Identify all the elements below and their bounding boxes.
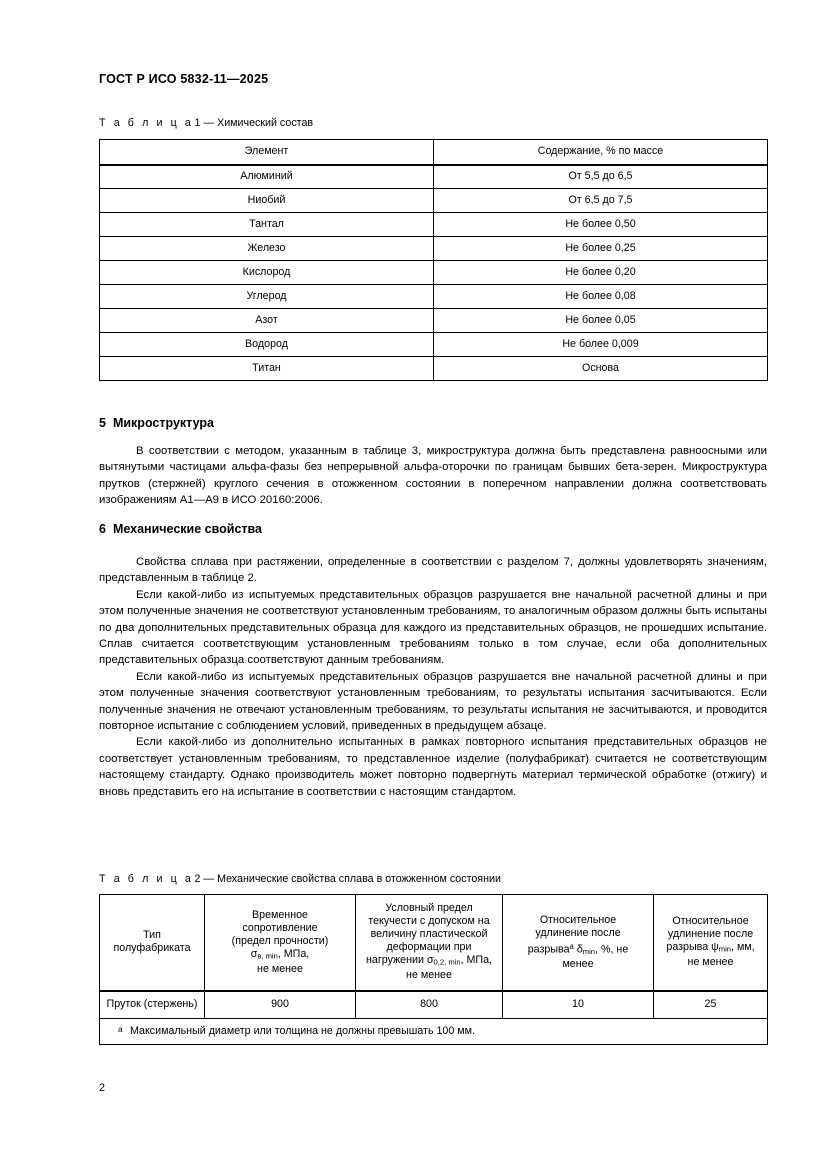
page-number: 2	[99, 1082, 105, 1094]
header-line: менее	[562, 957, 594, 970]
header-line: не менее	[406, 969, 452, 982]
table-row	[100, 213, 768, 237]
table1-cell-element: Водород	[100, 333, 434, 357]
header-units: , МПа,	[277, 947, 310, 960]
table2-header-semifinished-type: Тип полуфабриката	[100, 895, 205, 991]
table2-caption-word: Т а б л и ц а	[99, 873, 194, 885]
table1-cell-content: Основа	[434, 357, 768, 381]
section-6-heading	[99, 521, 262, 537]
section-6-title: Механические свойства	[112, 522, 262, 536]
header-line: не менее	[257, 962, 303, 975]
header-line: удлинение после	[667, 928, 754, 941]
paragraph: Свойства сплава при растяжении, определенные в соответствии с разделом 7, должны удовлетворять значениям, представленным в таблице 2.	[99, 556, 767, 585]
sigma-symbol: σ	[426, 954, 434, 967]
section-5-body	[99, 443, 767, 509]
delta-symbol: δ	[573, 943, 583, 956]
header-line: разрыва ψ	[666, 941, 719, 954]
table2-caption-rest: — Механические свойства сплава в отожженном состоянии	[203, 873, 501, 885]
table1-header-element: Элемент	[100, 140, 434, 165]
paragraph: Если какой-либо из испытуемых представительных образцов разрушается вне начальной расчетной длины и при этом полученные значения соответствуют установленным требованиям, то результаты испытания засчитываются. Если полученные значения не отвечают установленным требованиям, то результаты испытания не засчитываются, и проводится повторное испытание с соблюдением условий, приведенных в предыдущем абзаце.	[99, 670, 767, 733]
header-units: , %, не	[595, 943, 629, 956]
header-line: разрыва	[527, 943, 570, 956]
sigma-symbol: σ	[250, 947, 258, 960]
table2-footnote-row	[100, 1019, 768, 1045]
table2-header-tensile-strength	[205, 895, 356, 991]
table1-cell-content: Не более 0,08	[434, 285, 768, 309]
table-chemical-composition	[99, 139, 768, 381]
table1-cell-content: Не более 0,20	[434, 261, 768, 285]
table1-cell-element: Алюминий	[100, 165, 434, 189]
header-line: Относительное	[539, 913, 617, 926]
table2-cell-type: Пруток (стержень)	[100, 991, 205, 1019]
header-line: величину пластической	[370, 928, 488, 941]
table1-cell-element: Кислород	[100, 261, 434, 285]
header-line: деформации при	[386, 941, 472, 954]
sigma-subscript: 0,2, min	[433, 958, 461, 968]
table-row	[100, 261, 768, 285]
table1-cell-content: Не более 0,05	[434, 309, 768, 333]
footnote-text: Максимальный диаметр или толщина не должны превышать 100 мм.	[130, 1025, 475, 1037]
table2-footnote	[100, 1019, 768, 1045]
table1-cell-content: Не более 0,25	[434, 237, 768, 261]
table2-cell-elongation: 10	[503, 991, 654, 1019]
table1-cell-element: Азот	[100, 309, 434, 333]
section-5-heading	[99, 415, 214, 431]
table1-caption-word: Т а б л и ц а	[99, 117, 194, 129]
table2-header-row	[100, 895, 768, 991]
paragraph: В соответствии с методом, указанным в таблице 3, микроструктура должна быть представлена равноосными или вытянутыми частицами альфа-фазы без непрерывной альфа-оторочки по границам бывших бета-зерен. Микроструктура прутков (стержней) круглого сечения в отожженном состоянии в поперечном направлении должна соответствовать изображениям А1—А9 в ИСО 20160:2006.	[99, 445, 767, 507]
table1-caption	[99, 116, 313, 130]
table-row	[100, 285, 768, 309]
table2-caption-number: 2	[194, 873, 201, 885]
running-head: ГОСТ Р ИСО 5832-11—2025	[99, 72, 269, 86]
table1-header-row	[100, 140, 768, 165]
header-line: удлинение после	[535, 926, 621, 939]
table1-cell-content: Не более 0,009	[434, 333, 768, 357]
header-units: , МПа,	[460, 954, 492, 967]
header-line: Относительное	[672, 915, 749, 928]
table2-header-reduction-psi	[654, 895, 768, 991]
table1-cell-element: Титан	[100, 357, 434, 381]
table-row	[100, 189, 768, 213]
table-mechanical-properties	[99, 894, 768, 1045]
table-row	[100, 165, 768, 189]
delta-subscript: min	[582, 946, 596, 956]
table1-caption-rest: — Химический состав	[203, 117, 314, 129]
table-row	[100, 991, 768, 1019]
section-6-number: 6	[99, 522, 106, 536]
table-row	[100, 237, 768, 261]
header-line: текучести с допуском на	[368, 915, 490, 928]
footnote-marker: a	[118, 1024, 123, 1034]
header-line: Условный предел	[385, 902, 473, 915]
table1-container	[99, 139, 768, 381]
footnote-marker: a	[569, 941, 574, 951]
paragraph: Если какой-либо из дополнительно испытанных в рамках повторного испытания представительных образцов не соответствует установленным требованиям, то представленное изделие (полуфабрикат) считается не соответствующим настоящему стандарту. Однако производитель может повторно подвергнуть материал термической обработке (отжигу) и вновь представить его на испытание в соответствии с настоящим стандартом.	[99, 736, 767, 798]
section-5-title: Микроструктура	[112, 416, 214, 430]
header-line: не менее	[687, 956, 734, 969]
table2-container	[99, 894, 768, 1045]
header-line: Временное	[252, 908, 308, 921]
sigma-subscript: в, min	[257, 951, 278, 961]
table1-cell-content: От 6,5 до 7,5	[434, 189, 768, 213]
table1-cell-element: Железо	[100, 237, 434, 261]
table1-cell-content: Не более 0,50	[434, 213, 768, 237]
header-units: , мм,	[731, 941, 755, 954]
psi-subscript: min	[718, 945, 732, 955]
table2-cell-yield: 800	[356, 991, 503, 1019]
table2-caption	[99, 872, 501, 886]
section-5-number: 5	[99, 416, 106, 430]
table-row	[100, 309, 768, 333]
table1-header-content: Содержание, % по массе	[434, 140, 768, 165]
table2-cell-reduction: 25	[654, 991, 768, 1019]
header-line: сопротивление	[242, 921, 318, 934]
table2-cell-tensile: 900	[205, 991, 356, 1019]
paragraph: Если какой-либо из испытуемых представительных образцов разрушается вне начальной расчетной длины и при этом полученные значения не соответствуют установленным требованиям, то аналогичным образом должны быть испытаны по два дополнительных представительных образца для каждого из представительных образцов, не прошедших испытание. Сплав считается соответствующим установленным требованиям только в том случае, если оба дополнительных представительных образца соответствуют данным требованиям.	[99, 588, 767, 667]
table2-header-yield-strength	[356, 895, 503, 991]
section-6-body	[99, 554, 767, 800]
table1-cell-element: Углерод	[100, 285, 434, 309]
table1-cell-element: Тантал	[100, 213, 434, 237]
table2-header-elongation-delta	[503, 895, 654, 991]
header-line: нагружении	[366, 954, 427, 967]
table-row	[100, 357, 768, 381]
table1-cell-element: Ниобий	[100, 189, 434, 213]
table1-cell-content: От 5,5 до 6,5	[434, 165, 768, 189]
table1-caption-number: 1	[194, 117, 201, 129]
table-row	[100, 333, 768, 357]
header-line: (предел прочности)	[231, 934, 329, 947]
